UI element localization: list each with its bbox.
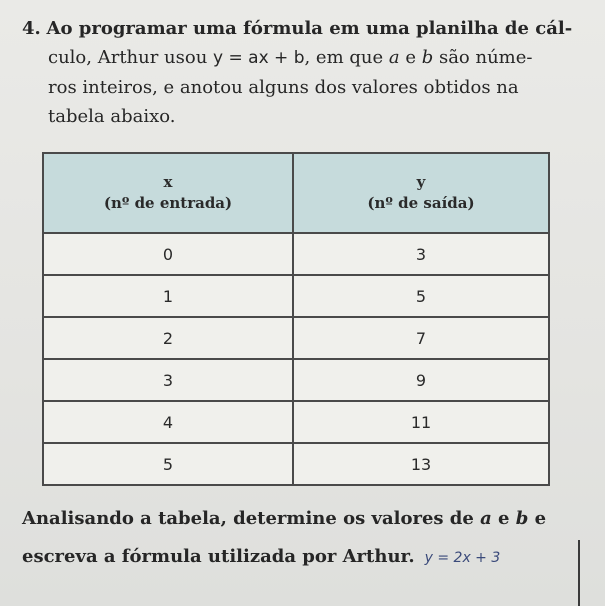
cell-x: 2 xyxy=(43,317,293,359)
header-x xyxy=(43,153,293,233)
question-line-1-text: Ao programar uma fórmula em uma planilha de cál- xyxy=(46,18,573,39)
cell-y: 7 xyxy=(293,317,549,359)
cell-x: 5 xyxy=(43,443,293,485)
cell-y: 5 xyxy=(293,275,549,317)
cell-y: 3 xyxy=(293,233,549,275)
instruction-line-1-b: e xyxy=(491,508,516,529)
cell-y: 9 xyxy=(293,359,549,401)
question-line-2-a: culo, Arthur usou xyxy=(48,47,214,68)
header-y xyxy=(293,153,549,233)
instruction-line-2 xyxy=(22,538,582,577)
cell-x: 3 xyxy=(43,359,293,401)
handwritten-answer: y = 2x + 3 xyxy=(424,550,501,566)
header-y-desc: (nº de saída) xyxy=(367,194,475,212)
cell-x: 0 xyxy=(43,233,293,275)
table-header-row xyxy=(43,153,549,233)
question-line-2 xyxy=(22,43,582,73)
table-row xyxy=(43,275,549,317)
instruction-variable-a: a xyxy=(480,508,492,529)
variable-a: a xyxy=(388,47,400,68)
instruction-text xyxy=(22,500,582,577)
question-line-3: ros inteiros, e anotou alguns dos valores obtidos na xyxy=(48,77,519,98)
question-line-2-c: e xyxy=(399,47,422,68)
table-row xyxy=(43,359,549,401)
cell-y: 11 xyxy=(293,401,549,443)
formula-general: y = ax + b xyxy=(213,48,305,68)
question-line-4: tabela abaixo. xyxy=(48,106,176,127)
table-row xyxy=(43,443,549,485)
table-row xyxy=(43,317,549,359)
question-line-2-d: são núme- xyxy=(433,47,533,68)
header-x-desc: (nº de entrada) xyxy=(103,194,233,212)
margin-line xyxy=(578,540,580,606)
header-x-var: x xyxy=(163,173,173,191)
values-table xyxy=(42,152,550,486)
instruction-line-1-a: Analisando a tabela, determine os valores de xyxy=(22,508,481,529)
cell-x: 1 xyxy=(43,275,293,317)
header-y-var: y xyxy=(416,173,426,191)
instruction-variable-b: b xyxy=(515,508,529,529)
question-text xyxy=(22,14,582,131)
variable-b: b xyxy=(421,47,434,68)
table-row xyxy=(43,401,549,443)
instruction-line-1 xyxy=(22,500,582,538)
cell-x: 4 xyxy=(43,401,293,443)
cell-y: 13 xyxy=(293,443,549,485)
question-line-2-b: , em que xyxy=(304,47,389,68)
question-number: 4. xyxy=(22,18,41,39)
instruction-line-2-text: escreva a fórmula utilizada por Arthur. xyxy=(22,546,415,567)
table-row xyxy=(43,233,549,275)
question-line-1 xyxy=(22,14,582,43)
instruction-line-1-c: e xyxy=(528,508,547,529)
